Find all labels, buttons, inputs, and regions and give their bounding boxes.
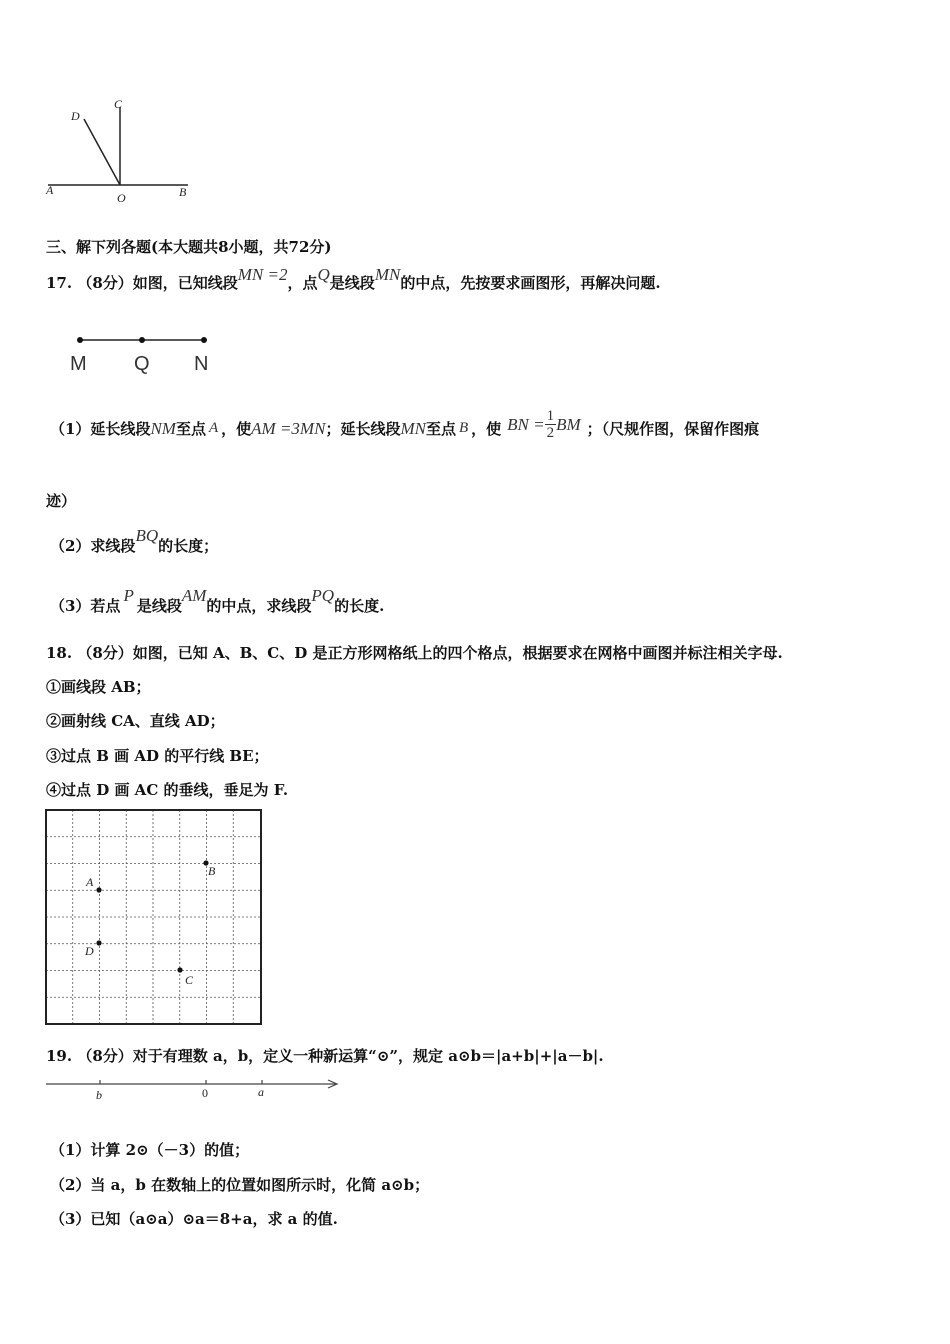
label-O: O <box>117 191 126 205</box>
label-Q: Q <box>134 353 150 375</box>
q18-item-2: ②画射线 CA、直线 AD； <box>46 712 225 730</box>
q17-stem: 17. （8分）如图，已知线段MN =2，点Q是线段MN的中点，先按要求画图形，再解决问题. <box>46 265 661 292</box>
number-line <box>44 1072 344 1106</box>
label-N: N <box>194 353 209 375</box>
grid-label-D: D <box>85 944 94 958</box>
angle-figure <box>40 95 200 210</box>
axis-label-a: a <box>258 1085 264 1099</box>
grid-label-A: A <box>86 875 94 889</box>
label-C: C <box>114 97 123 111</box>
grid-label-B: B <box>208 864 216 878</box>
axis-label-b: b <box>96 1088 102 1102</box>
q17-part1: （1）延长线段 NM 至点 A ，使 AM =3MN ；延长线段 MN 至点 B ，使 BN = $\frac{1}{2}$ BM ；（尺规作图，保留作图痕 <box>50 408 760 441</box>
q19-item-3: （3）已知（a⊙a）⊙a＝8+a，求 a 的值. <box>50 1210 338 1228</box>
axis-label-0: 0 <box>202 1086 208 1100</box>
grid-label-C: C <box>185 973 194 987</box>
q18-stem: 18. （8分）如图，已知 A、B、C、D 是正方形网格纸上的四个格点，根据要求在网格中画图并标注相关字母. <box>46 644 783 662</box>
label-B: B <box>179 185 187 199</box>
q19-stem: 19. （8分）对于有理数 a，b，定义一种新运算“⊙”，规定 a⊙b＝|a+b|+|a－b|. <box>46 1047 604 1065</box>
q17-part3: （3）若点P是线段AM的中点，求线段PQ的长度. <box>50 586 385 615</box>
label-D: D <box>71 109 80 123</box>
label-A: A <box>46 183 54 197</box>
q19-item-2: （2）当 a，b 在数轴上的位置如图所示时，化简 a⊙b； <box>50 1176 430 1194</box>
q17-part2: （2）求线段BQ的长度； <box>50 526 219 555</box>
grid-figure <box>44 808 264 1028</box>
q19-item-1: （1）计算 2⊙（－3）的值； <box>50 1141 250 1159</box>
q18-item-3: ③过点 B 画 AD 的平行线 BE； <box>46 747 269 765</box>
q18-item-1: ①画线段 AB； <box>46 678 151 696</box>
section-title: 三、解下列各题(本大题共8小题，共72分) <box>46 238 332 256</box>
q17-part1-wrap: 迹） <box>46 492 77 510</box>
q18-item-4: ④过点 D 画 AC 的垂线，垂足为 F. <box>46 781 289 799</box>
segment-figure <box>66 330 226 380</box>
label-M: M <box>70 353 87 375</box>
